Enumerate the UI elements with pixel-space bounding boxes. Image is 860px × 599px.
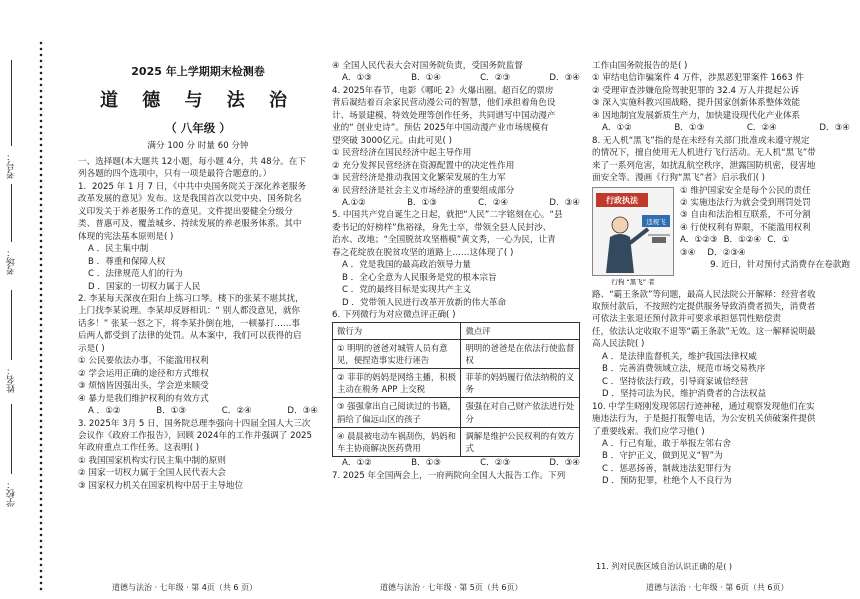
cartoon-head [612,217,628,233]
table-header: 微行为 [333,322,461,339]
q2-item: ② 学会运用正确的途径和方式维权 [78,368,209,379]
cartoon-illustration [592,187,674,287]
table-row [333,427,580,456]
q4-item: ① 民营经济在国民经济中起主导作用 [332,148,472,159]
q4-item: ④ 民营经济是社会主义市场经济的重要组成部分 [332,185,515,196]
q10-option-c: C ．惩恶扬善，制裁违法犯罪行为 [602,463,732,474]
q7-item: ② 受理审查涉嫌危险驾驶犯罪的 32.4 万人并提起公诉 [592,85,799,96]
question-3-stem: 会议作《政府工作报告》，回顾 2024年的工作并强调了 2025 [78,430,312,441]
q2-choice-c: C．②④ [221,406,252,417]
q6-choice-c: C．②③ [480,458,511,469]
question-3-stem: 3. 2025年 3月 5 日，国务院总理李强向十四届全国人大三次 [78,418,311,429]
q3-choice-b: B．①④ [411,73,441,84]
exam-room-line [11,184,12,242]
question-9-stem: 9. 近日，针对预付式消费存在卷款跑 [710,260,850,271]
binding-chain [36,40,46,592]
table-cell: 强强在对自己财产依法进行处分 [461,398,580,427]
question-9-stem: 取预付款后，不按照约定提供服务导致消费者损失，消费者 [592,301,816,312]
q4-choice-c: C．②④ [478,197,509,208]
q8-choice-c: C．① [767,235,790,246]
q9-option-c: C ．坚持依法行政，引导商家诚信经营 [602,376,749,387]
page-footer-5: 道德与法治 · 七年级 · 第 5页（共 6页） [380,583,523,592]
q10-option-a: A ．行己有耻，敢于举报左邻右舍 [602,438,731,449]
q10-option-d: D ．预防犯罪，杜绝个人不良行为 [602,476,732,487]
section-heading-cont: 列各题的四个选项中，只有一项是最符合题意的。） [78,169,272,180]
column-3 [592,60,850,488]
school-line [11,404,12,474]
q7-choice-b: B．①③ [674,123,705,134]
question-4-stem: 业的“ 创业史诗”。预估 2025年中国动漫产业市场规模有 [332,123,549,134]
q3-item: ③ 国家权力机关在国家机构中居于主导地位 [78,480,244,491]
name-label: 姓名： [7,366,17,393]
table-row [333,398,580,427]
table-cell: ① 明明的爸爸对城管人员有意见，便捏造事实进行诬告 [333,339,461,368]
question-3-stem: 年政府重点工作任务。这表明( ) [78,443,200,454]
table-row [333,339,580,368]
table-cell: 菲菲的妈妈履行依法纳税的义务 [461,369,580,398]
exam-number-line [11,60,12,146]
q8-block [592,185,850,286]
q9-option-d: D ．坚持司法为民，维护消费者的合法权益 [602,389,767,400]
q1-option-d: D ．国家的一切权力属于人民 [88,281,201,292]
q3-choice-d: D．③④ [549,73,580,84]
q2-choice-a: A ．①② [88,406,121,417]
cartoon-drone [652,237,666,243]
q1-option-b: B ．尊重和保障人权 [88,256,166,267]
question-4-stem: 4. 2025年春节，电影《哪吒 2》火爆出圈。超百亿的票房 [332,85,554,96]
q5-option-d: D ．党带领人民进行改革开放新的伟大革命 [342,297,507,308]
q8-item: ① 维护国家安全是每个公民的责任 [680,185,811,196]
q7-item: ① 审结电信诈骗案件 4 万件，涉黑恶犯罪案件 1663 件 [592,73,804,84]
question-8-stem: 的情况下，擅自使用无人机进行飞行活动。无人机“黑飞”带 [592,148,816,159]
q7-choices [592,122,850,134]
question-9-stem: 路、“霸王条款”等问题，最高人民法院公开解释：经营者收 [592,289,816,300]
cartoon-caption: 行狗 “黑飞” 者 [611,277,655,286]
question-11-stem: 11. 列对民族区域自治认识正确的是( ) [596,562,733,571]
question-6-stem: 6. 下列微行为对应微点评正确( ) [332,310,456,321]
q8-choice-a: A．①②③ [680,235,718,246]
name-line [11,290,12,360]
q2-choice-b: B．①③ [156,406,187,417]
grade-label: （ 八年级 ） [165,121,231,135]
exam-number-label: 考号： [7,152,17,179]
exam-room-label: 考场： [7,248,17,275]
q1-option-a: A ．民主集中制 [88,244,149,255]
q8-choice-b: B．①②④ [723,235,762,246]
q7-choice-a: A．①② [602,123,632,134]
q9-option-a: A ．是法律监督机关，维护我国法律权威 [602,351,757,362]
question-1-stem: 义印发关于养老服务工作的意见。文件提出要健全分级分 [78,206,293,217]
question-1-stem: 体现的宪法基本原则是( ) [78,231,174,242]
q4-item: ③ 民营经济是推动我国文化繁荣发展的生力军 [332,173,506,184]
question-9-stem: 高人民法院( ) [592,339,645,350]
exam-meta: 满分 100 分 时量 60 分钟 [147,141,249,151]
section-heading: 一、选择题(本大题共 12小题，每小题 4分，共 48分。在下 [78,157,306,167]
cartoon-body [606,234,634,273]
table-header: 微点评 [461,322,580,339]
q7-item: ③ 深入实施科教兴国战略，提升国家创新体系整体效能 [592,98,801,109]
page-footer-6: 道德与法治 · 七年级 · 第 6页（共 6页） [646,583,789,592]
question-2-stem: 后两人都受到了法律的处罚。从本案中，我们可以获得的启 [78,331,302,342]
q7-choice-c: C．②④ [746,123,777,134]
school-label: 学校： [7,480,17,507]
question-8-stem: 来了一系列危害，如扰乱航空秩序，泄露国防机密，侵害地 [592,160,816,171]
q5-option-a: A ．党是我国的最高政治领导力量 [342,260,471,271]
q8-choices [680,234,850,246]
q3-choice-a: A．①③ [342,73,372,84]
question-4-stem: 背后凝结着百余家民营动漫公司的智慧，他们承担着角色设 [332,98,556,109]
question-5-stem: 委书记的好榜样”焦裕禄，身先士卒，带领全县人民封沙、 [332,222,552,233]
question-10-stem: 10. 中学生晓刚发现邻居行迹神秘，通过观察发现他们在实 [592,401,815,412]
question-2-stem: 2. 李某每天深夜在阳台上练习口琴。楼下的张某不堪其扰， [78,293,304,304]
question-7-stem-cont: 工作由国务院报告的是( ) [592,61,688,71]
exam-title: 2025 年上学期期末检测卷 [131,65,265,78]
table-cell: 明明的爸爸是在依法行使监督权 [461,339,580,368]
table-cell: ③ 强强拿出自己阅读过的书籍，捐给了偏远山区的孩子 [333,398,461,427]
question-5-stem: 5. 中国共产党自诞生之日起，就把“人民”二字铭刻在心。“县 [332,210,563,221]
q6-choice-b: B．①③ [411,458,441,469]
q9-option-b: B ．完善消费领域立法，规范市场交易秩序 [602,364,766,375]
question-8-stem: 8. 无人机“黑飞”指的是在未经有关部门批准或未遵守规定 [592,135,810,146]
question-10-stem: 了重要线索。我们应学习他( ) [592,426,705,437]
q8-item: ④ 行使权利有界限，不能滥用权利 [680,222,811,233]
question-9-stem: 任，依法认定收取不退等“霸王条款”无效。这一解释说明最 [592,326,816,337]
q8-choices-cont [680,247,850,259]
q10-option-b: B ．守护正义，做到见义“智”为 [602,451,723,462]
q8-item: ② 实施违法行为就会受到刑罚处罚 [680,197,811,208]
column-1 [78,156,318,492]
table-cell: ④ 晨晨被电动车祸刮伤，妈妈和车主协商解决医药费用 [333,427,461,456]
q7-item: ④ 因地制宜发展新质生产力，加快建设现代化产业体系 [592,110,801,121]
q4-choice-d: D．③④ [549,197,580,208]
q6-table [332,322,580,458]
q3-choices [332,72,580,84]
question-2-stem: 上门找李某说理。李某却反唇相讥：“ 别人都没意见，就你 [78,306,301,317]
cartoon-sign-text: 行政执法 [606,195,638,205]
question-4-stem: 望突破 3000亿元。由此可见( ) [332,135,452,146]
table-row [333,369,580,398]
table-cell: 调解是维护公民权利的有效方式 [461,427,580,456]
table-header-row [333,322,580,339]
page-footer-4: 道德与法治 · 七年级 · 第 4页（共 6 页） [112,583,258,592]
question-5-stem: 春之花绽放在脱贫攻坚的道路上……这体现了( ) [332,247,514,258]
q1-option-c: C ．法律规范人们的行为 [88,269,183,280]
question-1-stem: 1．2025 年 1 月 7 日，《中共中央国务院关于深化养老服务 [78,181,307,192]
q7-choice-d: D．③④ [819,123,850,134]
q4-choice-b: B．①③ [407,197,437,208]
question-5-stem: 治水、改地；“全国脱贫攻坚楷模”黄文秀，一心为民，让青 [332,235,556,246]
question-2-stem: 示是( ) [78,343,105,354]
q2-choices [78,405,318,417]
column-2 [332,60,580,482]
cartoon-banner-text: 违规飞 [646,217,666,226]
q8-choice-d: D．②③④ [707,247,746,258]
q6-choices [332,457,580,469]
q5-option-c: C ．党的最终目标是实现共产主义 [342,285,472,296]
q3-choice-c: C．②③ [480,73,511,84]
q3-item: ② 国家一切权力属于全国人民代表大会 [78,468,226,479]
subject-title: 道 德 与 法 治 [99,90,297,111]
question-1-stem: 改革发展的意见》发布。这是我国首次以党中央、国务院名 [78,194,302,205]
q3-item: ① 我国国家机构实行民主集中制的原则 [78,455,226,466]
question-9-stem: 可依法主张退还预付款并可要求承担惩罚性赔偿责 [592,314,782,325]
q2-item: ① 公民要依法办事，不能滥用权利 [78,356,209,367]
q4-item: ② 充分发挥民营经济在资源配置中的决定性作用 [332,160,515,171]
q2-item: ③ 烦恼皆因强出头，学会逆来顺受 [78,381,209,392]
q4-choices [332,197,580,209]
q2-item: ④ 暴力是我们维护权利的有效方式 [78,393,209,404]
question-2-stem: 话多！” 张某一怒之下，将李某扑倒在地，一顿暴打……事 [78,318,301,329]
question-7-stem: 7. 2025 年全国两会上，一府两院向全国人大报告工作。下列 [332,470,566,481]
q8-choice-c-cont: ③④ [680,247,696,258]
question-8-stem: 面安全等。漫画《行狗“黑飞”者》启示我们( ) [592,173,766,184]
q6-choice-d: D．③④ [549,458,580,469]
q4-choice-a: A.①② [342,197,366,208]
question-10-stem: 施违法行为，于是挺打报警电话，为公安机关侦破案件提供 [592,414,816,425]
q8-item: ③ 自由和法治相互联系，不可分割 [680,210,811,221]
q2-choice-d: D．③④ [287,406,318,417]
question-4-stem: 计、场景建模、特效处理等创作任务，共同谱写中国动漫产 [332,110,556,121]
table-cell: ② 菲菲的妈妈是网络主播，积极主动在税务 APP 上交税 [333,369,461,398]
binding-margin [0,0,56,599]
q5-option-b: B ．全心全意为人民服务是党的根本宗旨 [342,272,497,283]
q6-choice-a: A．①② [342,458,372,469]
question-1-stem: 类、普惠可及、覆盖城乡、持续发展的养老服务体系。其中 [78,219,302,230]
q3-item: ④ 全国人民代表大会对国务院负责，受国务院监督 [332,61,523,71]
